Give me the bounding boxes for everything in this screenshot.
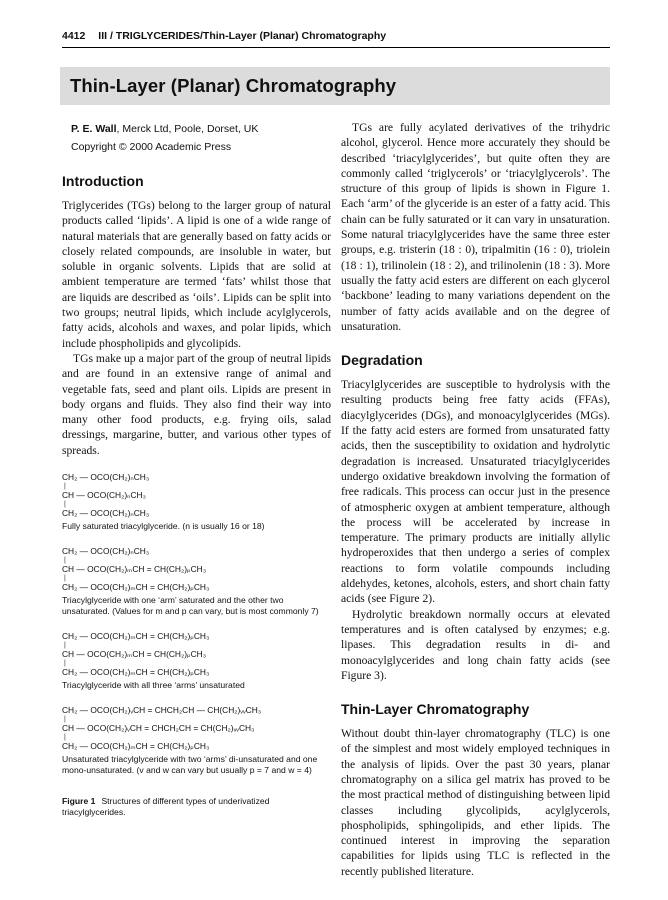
running-head-text: III / TRIGLYCERIDES/Thin-Layer (Planar) Chromatography — [98, 30, 387, 42]
figure-1 — [62, 472, 331, 776]
vertical-bond: | — [64, 557, 66, 565]
structure-caption: Unsaturated triacylglyceride with two ‘arms’ di-unsaturated and one mono-unsaturated. (v and w can vary but usually p = 7 and w = 4) — [62, 754, 318, 776]
structure-formula-line: CH₂ — OCO(CH₂)ₙCH₃ — [62, 472, 150, 483]
vertical-bond: | — [64, 734, 66, 742]
vertical-bond: | — [64, 575, 66, 583]
structure-formula-line: CH — OCO(CH₂)ₘCH = CH(CH₂)ₚCH₃ — [62, 564, 207, 575]
structure-formula-line: CH — OCO(CH₂)ᵥCH = CHCH₂CH = CH(CH₂)ᵥᵥCH₃ — [62, 723, 255, 734]
structure-formula-line: CH₂ — OCO(CH₂)ₙCH₃ — [62, 546, 150, 557]
structure-formula-line: CH₂ — OCO(CH₂)ₙCH₃ — [62, 508, 150, 519]
structure-caption: Fully saturated triacylglyceride. (n is usually 16 or 18) — [62, 521, 265, 532]
vertical-bond: | — [64, 716, 66, 724]
figure-1-caption-text: Structures of different types of underivatized triacylglycerides. — [62, 796, 270, 818]
author-line — [62, 120, 331, 138]
structure-formula-line: CH₂ — OCO(CH₂)ᵥCH = CHCH₂CH — CH(CH₂)ᵥᵥCH₃ — [62, 705, 262, 716]
author-affiliation: , Merck Ltd, Poole, Dorset, UK — [116, 123, 259, 135]
heading-degradation: Degradation — [341, 352, 423, 369]
figure-1-caption — [62, 796, 331, 818]
figure-1-label: Figure 1 — [62, 796, 96, 807]
structure-block — [62, 631, 331, 691]
copyright-line: Copyright © 2000 Academic Press — [71, 141, 232, 153]
structure-formula-line: CH₂ — OCO(CH₂)ₘCH = CH(CH₂)ₚCH₃ — [62, 741, 210, 752]
header-rule — [62, 47, 610, 48]
intro-paragraph-3: TGs are fully acylated derivatives of the trihydric alcohol, glycerol. Hence more accurately they should be described ‘triacylglycerides’, but quite often they are commonly called ‘triglycerols’ or ‘triacylglycerols’. The structure of this group of lipids is shown in Figure 1. Each ‘arm’ of the glyceride is an ester of a fatty acid. This chain can be fully saturated or it can vary in unsaturation. Some natural triacylglycerides have the same three ester groups, e.g. tristerin (18 : 0), tripalmitin (16 : 0), triolein (18 : 1), trilinolein (18 : 2), and trilinolenin (18 : 3). More usually the fatty acid esters are different on each glycerol ‘backbone’ leading to many variations dependent on the number of fatty acids available and on the degree of unsaturation. — [341, 121, 611, 333]
left-column — [62, 120, 331, 818]
structure-formula-line: CH — OCO(CH₂)ₘCH = CH(CH₂)ₚCH₃ — [62, 649, 207, 660]
author-name: P. E. Wall — [71, 123, 117, 135]
heading-thin-layer-chromatography: Thin-Layer Chromatography — [341, 701, 530, 718]
vertical-bond: | — [64, 642, 66, 650]
vertical-bond: | — [64, 660, 66, 668]
title-band — [60, 67, 610, 105]
structure-block — [62, 546, 331, 617]
structure-caption: Triacylglyceride with all three ‘arms’ unsaturated — [62, 680, 245, 691]
heading-introduction: Introduction — [62, 173, 144, 189]
structure-block — [62, 472, 331, 532]
structure-formula-line: CH₂ — OCO(CH₂)ₘCH = CH(CH₂)ₚCH₃ — [62, 631, 210, 642]
article-title: Thin-Layer (Planar) Chromatography — [70, 75, 397, 96]
running-head — [62, 30, 610, 42]
vertical-bond: | — [64, 483, 66, 491]
structure-formula-line: CH — OCO(CH₂)ₙCH₃ — [62, 490, 146, 501]
structure-caption: Triacylglyceride with one ‘arm’ saturated and the other two unsaturated. (Values for m and p can vary, but is most commonly 7) — [62, 595, 319, 617]
degradation-paragraph-2: Hydrolytic breakdown normally occurs at elevated temperatures and is often catalysed by enzymes; e.g. lipases. This degradation results in di- and monoacylglycerides and long chain fatty acids (see Figure 3). — [341, 607, 610, 682]
intro-paragraph-2: TGs make up a major part of the group of neutral lipids and are found in an extensive range of animal and vegetable fats, seed and plant oils. Lipids are present in body organs and fluids. They also find their way into many other food products, e.g. frying oils, salad dressings, margarine, butter, and various other types of spreads. — [62, 351, 331, 457]
structure-formula-line: CH₂ — OCO(CH₂)ₘCH = CH(CH₂)ₚCH₃ — [62, 582, 210, 593]
structure-block — [62, 705, 331, 776]
vertical-bond: | — [64, 501, 66, 509]
right-column — [341, 120, 610, 879]
structure-formula-line: CH₂ — OCO(CH₂)ₘCH = CH(CH₂)ₚCH₃ — [62, 667, 210, 678]
degradation-paragraph-1: Triacylglycerides are susceptible to hydrolysis with the resulting products being free fatty acids (FFAs), diacylglycerides (DGs), and monoacylglycerides (MGs). If the fatty acid esters are formed from unsaturated fatty acids, then the susceptibility to oxidation and hydrolytic degradation is increased. Unsaturated triacylglycerides undergo oxidative breakdown involving the formation of free radicals. This process can occur just in the presence of atmospheric oxygen at ambient temperature, although the process will be accelerated by increase in temperature. The primary products are initially allylic hydroperoxides that then undergo a series of complex reactions to form volatile compounds including aldehydes, ketones, alcohols, esters, and short chain fatty acids (see Figure 2). — [341, 378, 610, 606]
intro-paragraph-1: Triglycerides (TGs) belong to the larger group of natural products called ‘lipids’. A lipid is one of a wide range of natural materials that are generally based on fatty acids or closely related compounds, are insoluble in water, but soluble in organic solvents. Lipids that are solid at ambient temperature are termed ‘fats’ whilst those that are liquids are described as ‘oils’. Lipids can be split into two groups; neutral lipids, which include acylglycerols, fatty acids, alcohols and waxes, and polar lipids, which include phospholipids and glycolipids. — [62, 199, 331, 350]
tlc-paragraph-1: Without doubt thin-layer chromatography (TLC) is one of the simplest and most widely employed techniques in the analysis of lipids. Over the past 30 years, planar chromatography on a silica gel matrix has proved to be the most practical method of distinguishing between lipid classes including glycolipids, acylglycerols, phospholipids, sphingolipids, and ether lipids. The continued interest in improving the separation capabilities for lipids using TLC is reflected in the recently published literature. — [341, 727, 610, 878]
page-number: 4412 — [62, 30, 86, 42]
